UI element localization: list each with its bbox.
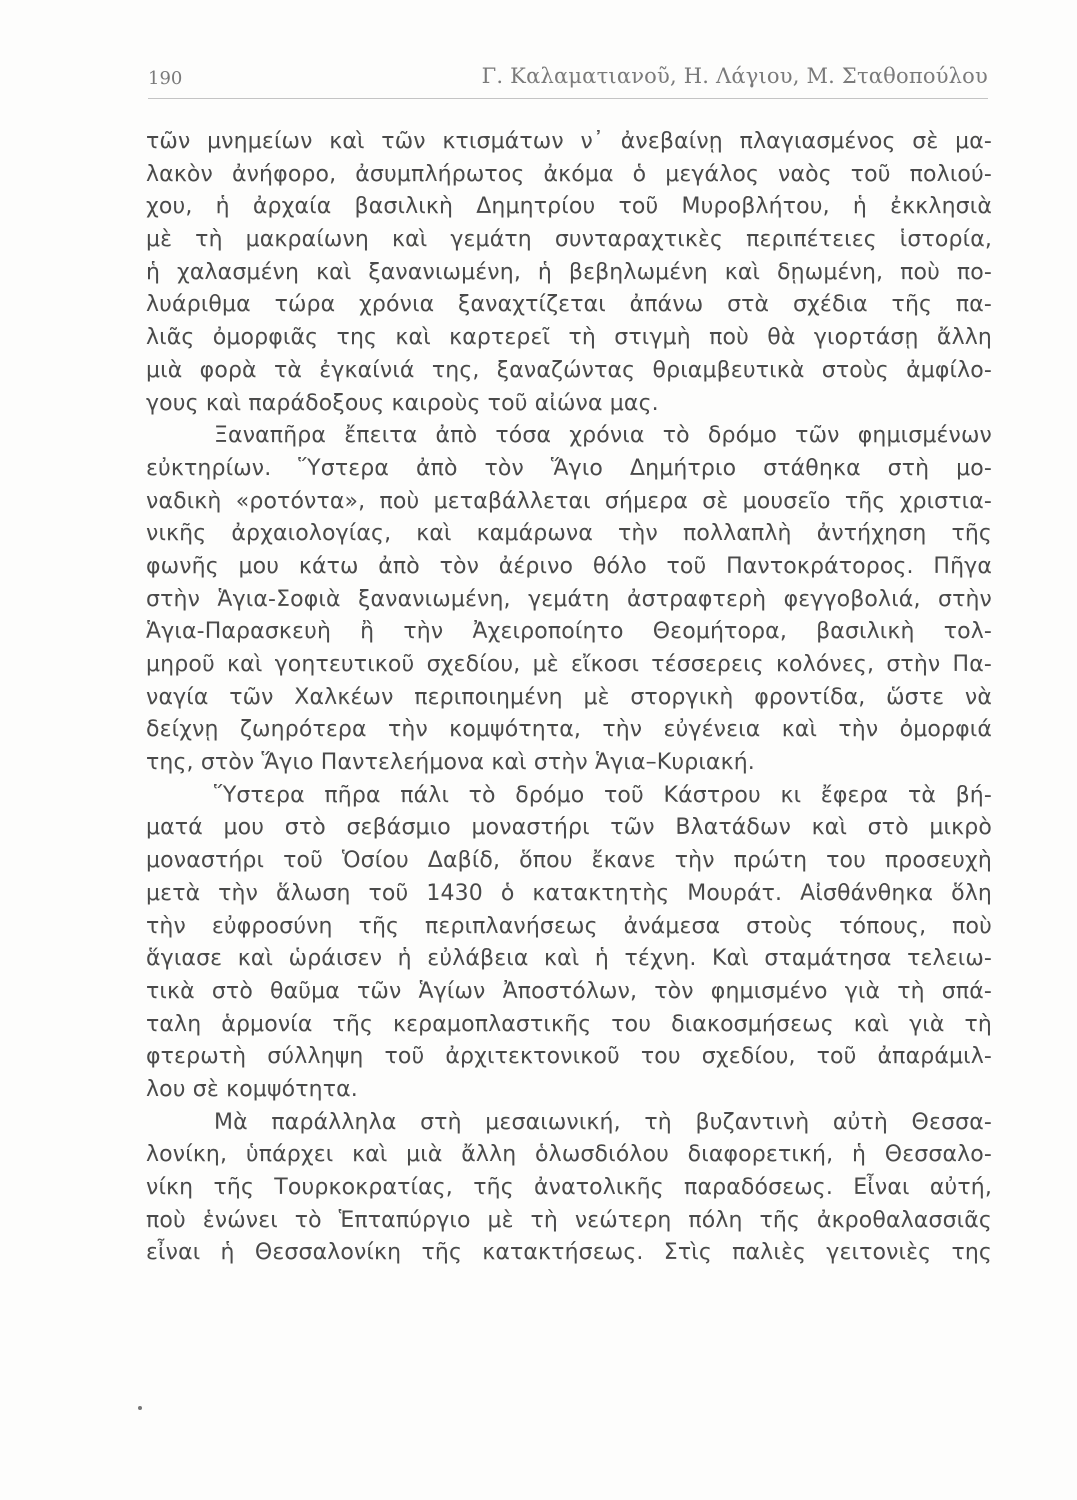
text-line: λυάριθμα τώρα χρόνια ξαναχτίζεται ἀπάνω στὰ σχέδια τῆς πα- bbox=[146, 292, 992, 318]
running-head-authors: Γ. Καλαματιανοῦ, Η. Λάγιου, Μ. Σταθοπούλου bbox=[481, 64, 988, 88]
text-line: τὴν εὐφροσύνη τῆς περιπλανήσεως ἀνάμεσα στοὺς τόπους, ποὺ bbox=[146, 913, 992, 939]
text-line: μιὰ φορὰ τὰ ἐγκαίνιά της, ξαναζώντας θριαμβευτικὰ στοὺς ἀμφίλο- bbox=[146, 357, 992, 383]
text-line: λακὸν ἀνήφορο, ἀσυμπλήρωτος ἀκόμα ὁ μεγάλος ναὸς τοῦ πολιού- bbox=[146, 161, 992, 187]
text-line: μηροῦ καὶ γοητευτικοῦ σχεδίου, μὲ εἴκοσι τέσσερεις κολόνες, στὴν Πα- bbox=[146, 652, 992, 677]
text-line: μὲ τὴ μακραίωνη καὶ γεμάτη συνταραχτικὲς περιπέτειες ἱστορία, bbox=[146, 227, 992, 253]
ink-speck bbox=[138, 1406, 142, 1410]
text-line: ναγία τῶν Χαλκέων περιποιημένη μὲ στοργικὴ φροντίδα, ὥστε νὰ bbox=[146, 684, 992, 710]
text-line: λονίκη, ὑπάρχει καὶ μιὰ ἄλλη ὁλωσδιόλου διαφορετική, ἡ Θεσσαλο- bbox=[146, 1142, 992, 1168]
paragraph-start: Ξαναπῆρα ἔπειτα ἀπὸ τόσα χρόνια τὸ δρόμο τῶν φημισμένων bbox=[214, 423, 992, 449]
text-line: ποὺ ἑνώνει τὸ Ἑπταπύργιο μὲ τὴ νεώτερη πόλη τῆς ἀκροθαλασσιᾶς bbox=[146, 1207, 992, 1233]
text-line: φωνῆς μου κάτω ἀπὸ τὸν ἀέρινο θόλο τοῦ Παντοκράτορος. Πῆγα bbox=[146, 553, 992, 579]
text-line: ἅγιασε καὶ ὡράισεν ἡ εὐλάβεια καὶ ἡ τέχνη. Καὶ σταμάτησα τελειω- bbox=[146, 946, 992, 972]
text-line: εἶναι ἡ Θεσσαλονίκη τῆς κατακτήσεως. Στὶς παλιὲς γειτονιὲς της bbox=[146, 1240, 992, 1266]
text-line: νίκη τῆς Τουρκοκρατίας, τῆς ἀνατολικῆς παραδόσεως. Εἶναι αὐτή, bbox=[146, 1175, 992, 1200]
text-line: λιᾶς ὀμορφιᾶς της καὶ καρτερεῖ τὴ στιγμὴ ποὺ θὰ γιορτάσῃ ἄλλη bbox=[146, 325, 992, 351]
text-line: της, στὸν Ἅγιο Παντελεήμονα καὶ στὴν Ἁγια–Κυριακή. bbox=[146, 750, 755, 776]
paragraph-start: Ὕστερα πῆρα πάλι τὸ δρόμο τοῦ Κάστρου κι ἔφερα τὰ βή- bbox=[214, 782, 992, 808]
text-line: ταλη ἁρμονία τῆς κεραμοπλαστικῆς του διακοσμήσεως καὶ γιὰ τὴ bbox=[146, 1011, 992, 1037]
body-text bbox=[146, 126, 992, 1426]
text-line: στὴν Ἁγια-Σοφιὰ ξανανιωμένη, γεμάτη ἀστραφτερὴ φεγγοβολιά, στὴν bbox=[146, 586, 992, 612]
text-line: ματά μου στὸ σεβάσμιο μοναστήρι τῶν Βλατάδων καὶ στὸ μικρὸ bbox=[146, 815, 992, 841]
text-line: μετὰ τὴν ἅλωση τοῦ 1430 ὁ κατακτητὴς Μουράτ. Αἰσθάνθηκα ὅλη bbox=[146, 880, 992, 906]
text-line: εὐκτηρίων. Ὕστερα ἀπὸ τὸν Ἅγιο Δημήτριο στάθηκα στὴ μο- bbox=[146, 455, 992, 481]
text-line: Ἁγια-Παρασκευὴ ἢ τὴν Ἀχειροποίητο Θεομήτορα, βασιλικὴ τολ- bbox=[146, 619, 992, 645]
text-line: νικῆς ἀρχαιολογίας, καὶ καμάρωνα τὴν πολλαπλὴ ἀντήχηση τῆς bbox=[146, 521, 992, 547]
text-line: δείχνῃ ζωηρότερα τὴν κομψότητα, τὴν εὐγένεια καὶ τὴν ὀμορφιά bbox=[146, 717, 992, 743]
text-line: φτερωτὴ σύλληψη τοῦ ἀρχιτεκτονικοῦ του σχεδίου, τοῦ ἀπαράμιλ- bbox=[146, 1044, 992, 1070]
text-line: ἡ χαλασμένη καὶ ξανανιωμένη, ἡ βεβηλωμένη καὶ δῃωμένη, ποὺ πο- bbox=[146, 259, 992, 285]
text-line: μοναστήρι τοῦ Ὁσίου Δαβίδ, ὅπου ἔκανε τὴν πρώτη του προσευχὴ bbox=[146, 848, 992, 874]
header-rule bbox=[148, 98, 988, 99]
paragraph-start: Μὰ παράλληλα στὴ μεσαιωνική, τὴ βυζαντινὴ αὐτὴ Θεσσα- bbox=[214, 1109, 992, 1135]
text-line: τῶν μνημείων καὶ τῶν κτισμάτων ν᾽ ἀνεβαίνῃ πλαγιασμένος σὲ μα- bbox=[146, 129, 992, 154]
text-line: τικὰ στὸ θαῦμα τῶν Ἁγίων Ἀποστόλων, τὸν φημισμένο γιὰ τὴ σπά- bbox=[146, 978, 992, 1004]
page-number: 190 bbox=[148, 68, 183, 89]
text-line: λου σὲ κομψότητα. bbox=[146, 1076, 358, 1102]
text-line: γους καὶ παράδοξους καιροὺς τοῦ αἰώνα μας. bbox=[146, 390, 659, 416]
running-head bbox=[148, 62, 988, 96]
text-line: ναδικὴ «ροτόντα», ποὺ μεταβάλλεται σήμερα σὲ μουσεῖο τῆς χριστια- bbox=[146, 488, 992, 514]
text-line: χου, ἡ ἀρχαία βασιλικὴ Δημητρίου τοῦ Μυροβλήτου, ἡ ἐκκλησιὰ bbox=[146, 194, 992, 220]
